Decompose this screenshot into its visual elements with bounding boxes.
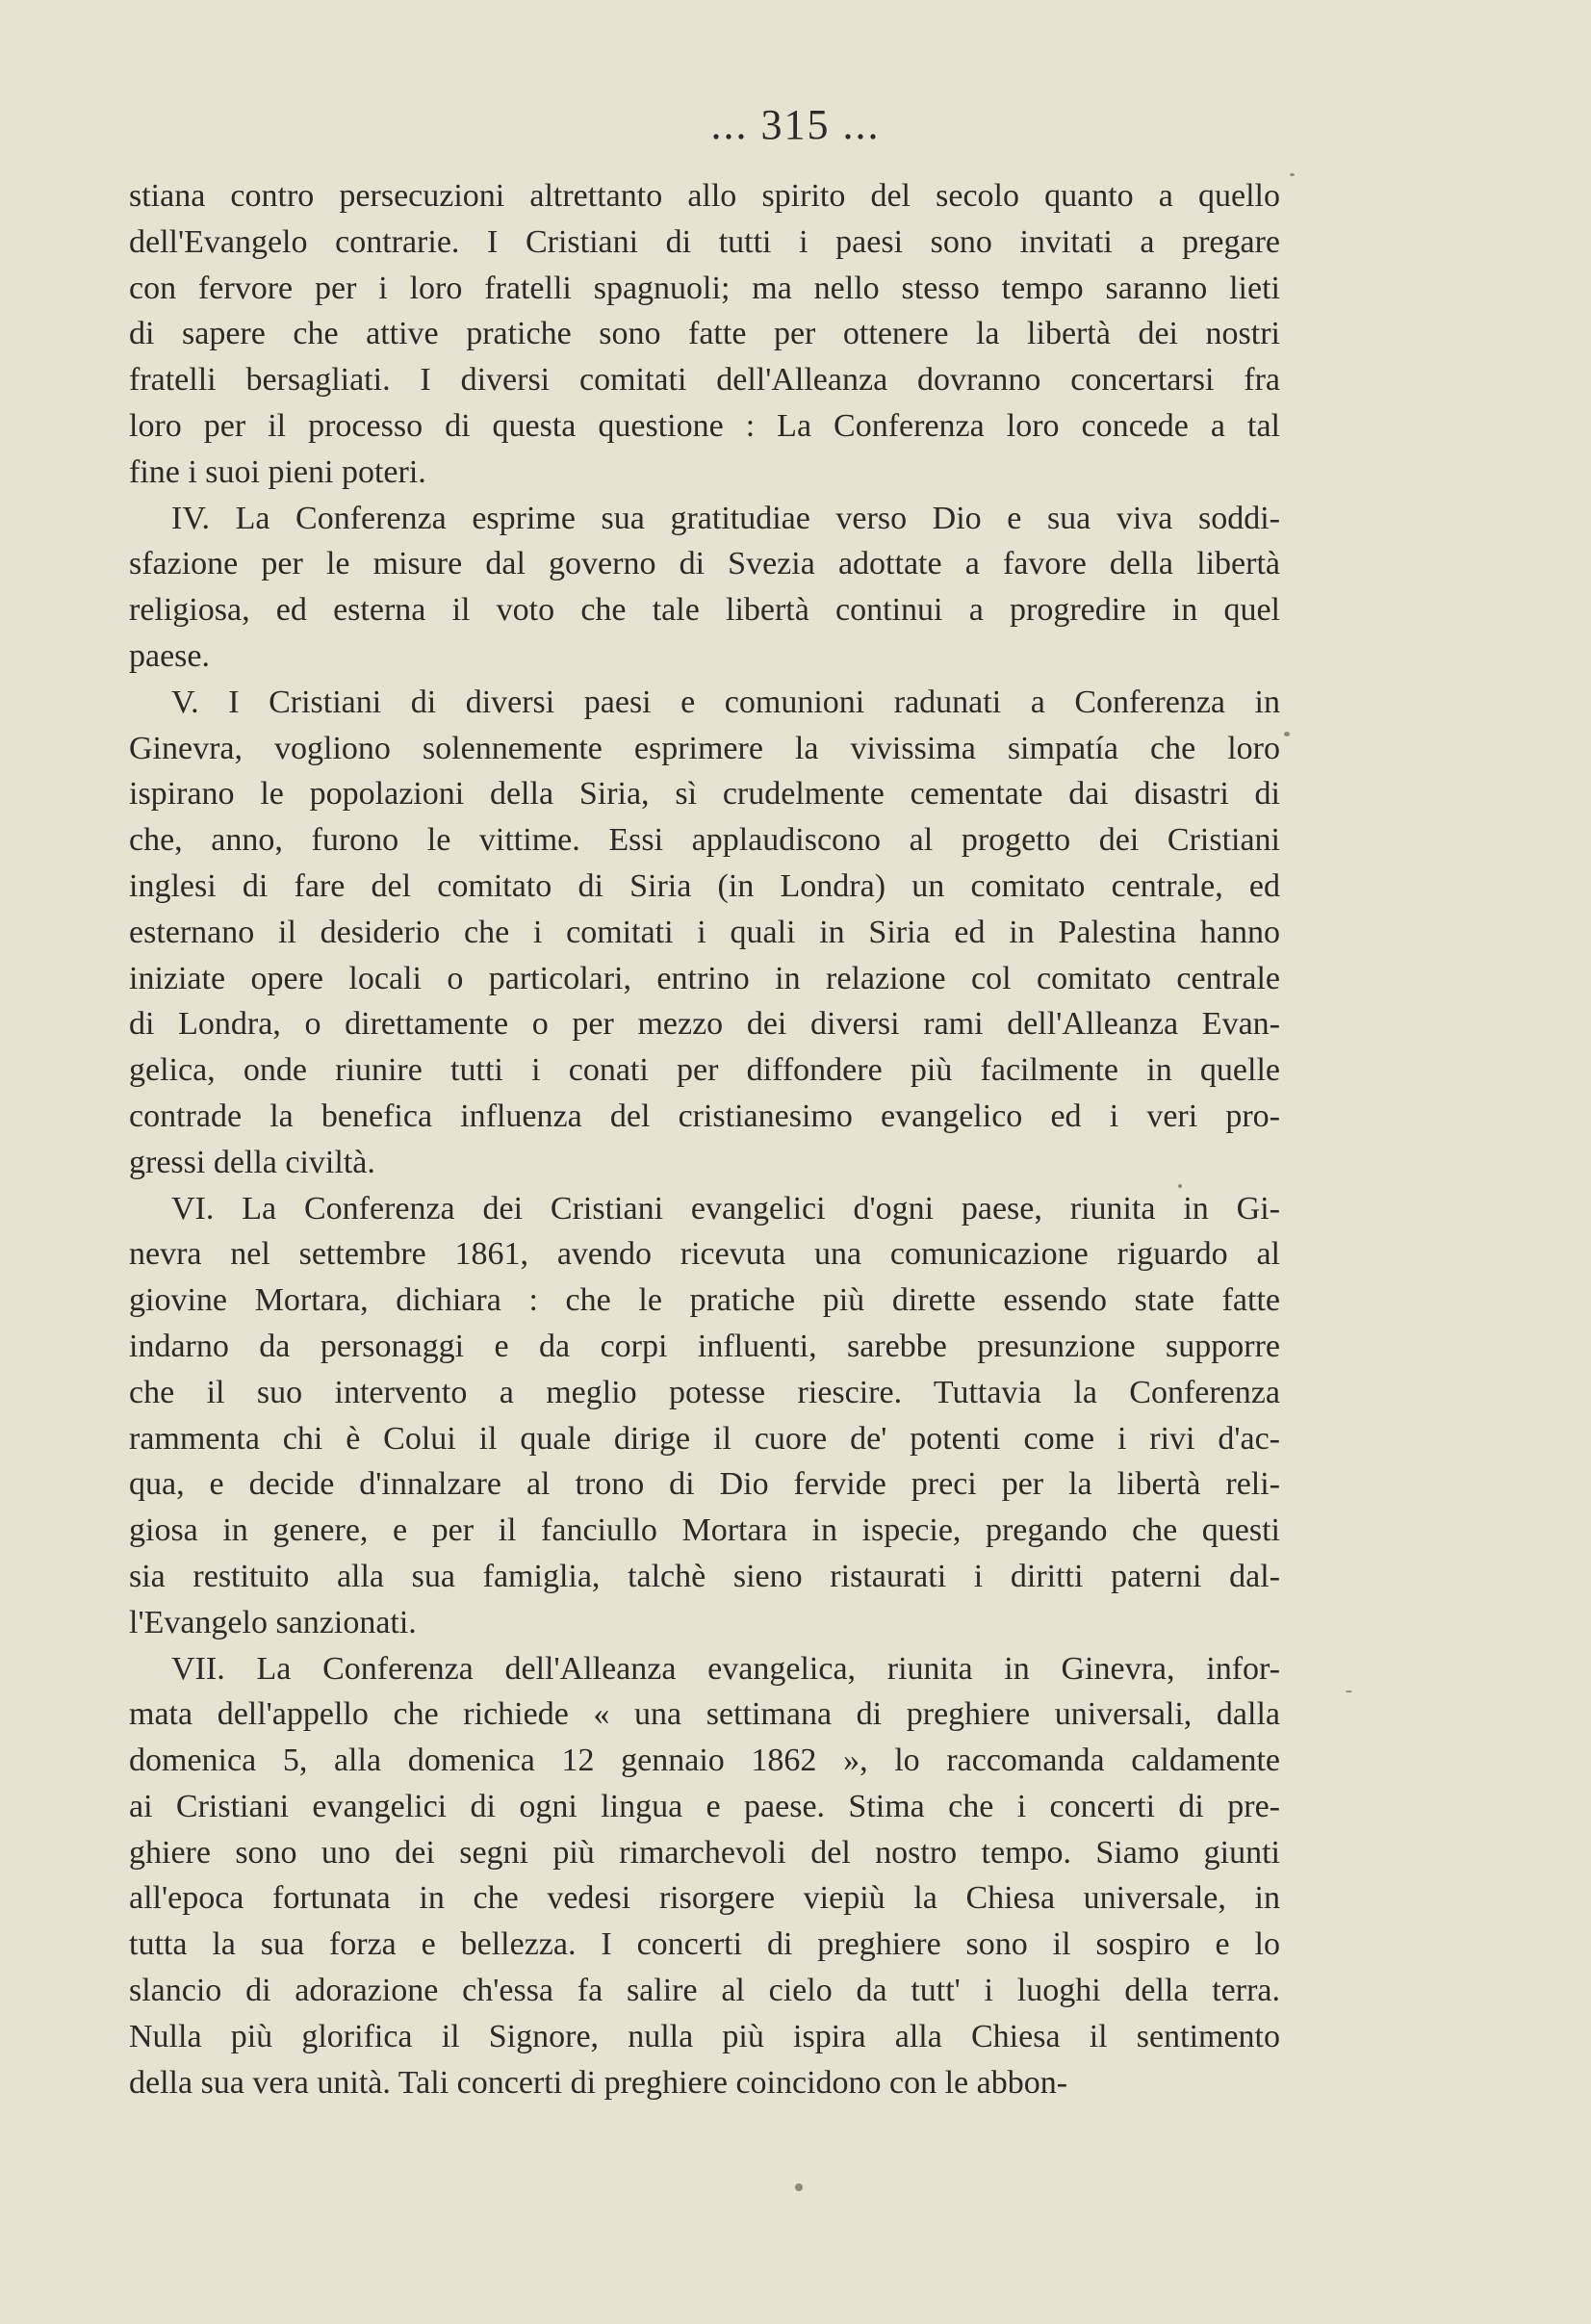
text-line: indarno da personaggi e da corpi influenti, sarebbe presunzione supporre [129,1328,1280,1364]
paper-speck [1346,1691,1352,1692]
text-line: inglesi di fare del comitato di Siria (in Londra) un comitato centrale, ed [129,867,1280,904]
text-line: fine i suoi pieni poteri. [129,453,426,490]
text-line: VII. La Conferenza dell'Alleanza evangelica, riunita in Ginevra, infor- [171,1650,1280,1687]
text-line: ai Cristiani evangelici di ogni lingua e paese. Stima che i concerti di pre- [129,1788,1280,1824]
text-line: sia restituito alla sua famiglia, talchè sieno ristaurati i diritti paterni dal- [129,1558,1280,1594]
text-line: con fervore per i loro fratelli spagnuoli; ma nello stesso tempo saranno lieti [129,270,1280,306]
paragraph-continuation [129,173,1280,496]
text-line: IV. La Conferenza esprime sua gratitudiae verso Dio e sua viva soddi- [171,500,1280,536]
body-text [129,173,1280,2105]
paragraph-v [129,680,1280,1186]
text-line: rammenta chi è Colui il quale dirige il cuore de' potenti come i rivi d'ac- [129,1420,1280,1457]
text-line: giovine Mortara, dichiara : che le pratiche più dirette essendo state fatte [129,1282,1280,1319]
text-line: che, anno, furono le vittime. Essi applaudiscono al progetto dei Cristiani [129,822,1280,859]
text-line: di sapere che attive pratiche sono fatte per ottenere la libertà dei nostri [129,316,1280,352]
text-line: ispirano le popolazioni della Siria, sì crudelmente cementate dai disastri di [129,776,1280,813]
text-line: V. I Cristiani di diversi paesi e comunioni radunati a Conferenza in [171,684,1280,720]
paragraph-vii [129,1646,1280,2106]
page-number: ... 315 ... [710,101,881,148]
text-line: Ginevra, vogliono solennemente esprimere la vivissima simpatía che loro [129,730,1280,766]
text-line: slancio di adorazione ch'essa fa salire al cielo da tutt' i luoghi della terra. [129,1973,1280,2009]
text-line: paese. [129,637,211,674]
text-line: giosa in genere, e per il fanciullo Mortara in ispecie, pregando che questi [129,1512,1280,1549]
text-line: l'Evangelo sanzionati. [129,1604,417,1640]
text-line: esternano il desiderio che i comitati i quali in Siria ed in Palestina hanno [129,914,1280,950]
paragraph-vi [129,1186,1280,1646]
paper-speck [1290,173,1295,176]
text-line: religiosa, ed esterna il voto che tale libertà continui a progredire in quel [129,592,1280,629]
text-line: sfazione per le misure dal governo di Svezia adottate a favore della libertà [129,546,1280,582]
text-line: gressi della civiltà. [129,1144,375,1180]
text-line: stiana contro persecuzioni altrettanto allo spirito del secolo quanto a quello [129,178,1280,214]
paragraph-iv [129,496,1280,680]
text-line: ghiere sono uno dei segni più rimarchevoli del nostro tempo. Siamo giunti [129,1834,1280,1871]
text-line: di Londra, o direttamente o per mezzo dei diversi rami dell'Alleanza Evan- [129,1006,1280,1043]
text-line: dell'Evangelo contrarie. I Cristiani di tutti i paesi sono invitati a pregare [129,223,1280,260]
text-line: iniziate opere locali o particolari, entrino in relazione col comitato centrale [129,960,1280,996]
text-line: loro per il processo di questa questione : La Conferenza loro concede a tal [129,407,1280,444]
text-line: VI. La Conferenza dei Cristiani evangelici d'ogni paese, riunita in Gi- [171,1190,1280,1227]
text-line: della sua vera unità. Tali concerti di preghiere coincidono con le abbon- [129,2064,1068,2101]
text-line: all'epoca fortunata in che vedesi risorgere viepiù la Chiesa universale, in [129,1880,1280,1917]
text-line: domenica 5, alla domenica 12 gennaio 1862 », lo raccomanda caldamente [129,1743,1280,1779]
paper-speck [795,2183,803,2191]
text-line: fratelli bersagliati. I diversi comitati dell'Alleanza dovranno concertarsi fra [129,362,1280,399]
text-line: tutta la sua forza e bellezza. I concerti di preghiere sono il sospiro e lo [129,1926,1280,1963]
paper-speck [1284,732,1290,736]
text-line: gelica, onde riunire tutti i conati per diffondere più facilmente in quelle [129,1052,1280,1089]
text-line: che il suo intervento a meglio potesse riescire. Tuttavia la Conferenza [129,1374,1280,1410]
paper-speck [1178,1184,1182,1188]
text-line: mata dell'appello che richiede « una settimana di preghiere universali, dalla [129,1696,1280,1733]
text-line: nevra nel settembre 1861, avendo ricevuta una comunicazione riguardo al [129,1236,1280,1273]
text-line: contrade la benefica influenza del cristianesimo evangelico ed i veri pro- [129,1097,1280,1134]
text-line: Nulla più glorifica il Signore, nulla più ispira alla Chiesa il sentimento [129,2018,1280,2054]
text-line: qua, e decide d'innalzare al trono di Dio fervide preci per la libertà reli- [129,1466,1280,1503]
